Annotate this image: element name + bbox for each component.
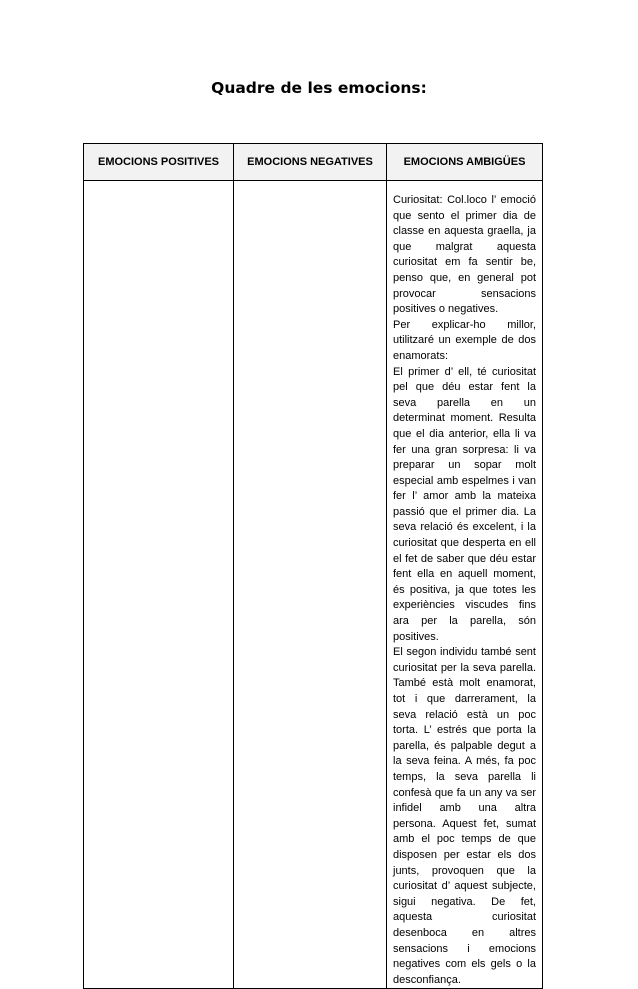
ambiguous-emotions-text [387, 181, 542, 988]
table-header-row [84, 144, 543, 181]
table-row [84, 181, 543, 989]
paragraph-second-person: El segon individu també sent curiositat per la seva parella. També està molt enamorat, tot i que darrerament, la seva relació està un poc torta. L’ estrés que porta la parella, és palpable degut a la seva feina. A més, fa poc temps, la seva parella li confesà que fa un any va ser infidel amb una altra persona. Aquest fet, sumat amb el poc temps de que disposen per estar els dos junts, provoquen que la curiositat d’ aquest subjecte, sigui negativa. De fet, aquesta curiositat desenboca en altres sensacions i emocions negatives com els gels o la desconfiança. [393, 646, 536, 986]
header-ambiguous-emotions: EMOCIONS AMBIGÜES [387, 144, 543, 181]
paragraph-curiosity-intro: Curiositat: Col.loco l’ emoció que sento el primer dia de classe en aquesta graella, ja que malgrat aquesta curiositat em fa sentir be, penso que, en general pot provocar sensacions positives o negatives. [393, 194, 536, 316]
cell-negative-emotions [234, 181, 387, 989]
cell-ambiguous-emotions [387, 181, 543, 989]
paragraph-first-person: El primer d’ ell, té curiositat pel que déu estar fent la seva parella en un determinat moment. Resulta que el dia anterior, ella li va fer una gran sorpresa: li va preparar un sopar molt especial amb espelmes i van fer l’ amor amb la mateixa passió que el primer dia. La seva relació és excelent, i la curiositat que desperta en ell el fet de saber que déu estar fent ella en aquell moment, és positiva, ja que totes les experiències viscudes fins ara per la parella, són positives. [393, 365, 536, 643]
emotions-table [83, 143, 543, 989]
header-negative-emotions: EMOCIONS NEGATIVES [234, 144, 387, 181]
header-positive-emotions: EMOCIONS POSITIVES [84, 144, 234, 181]
cell-positive-emotions [84, 181, 234, 989]
paragraph-example-intro: Per explicar-ho millor, utilitzaré un exemple de dos enamorats: [393, 318, 536, 362]
page-title: Quadre de les emocions: [211, 79, 427, 97]
